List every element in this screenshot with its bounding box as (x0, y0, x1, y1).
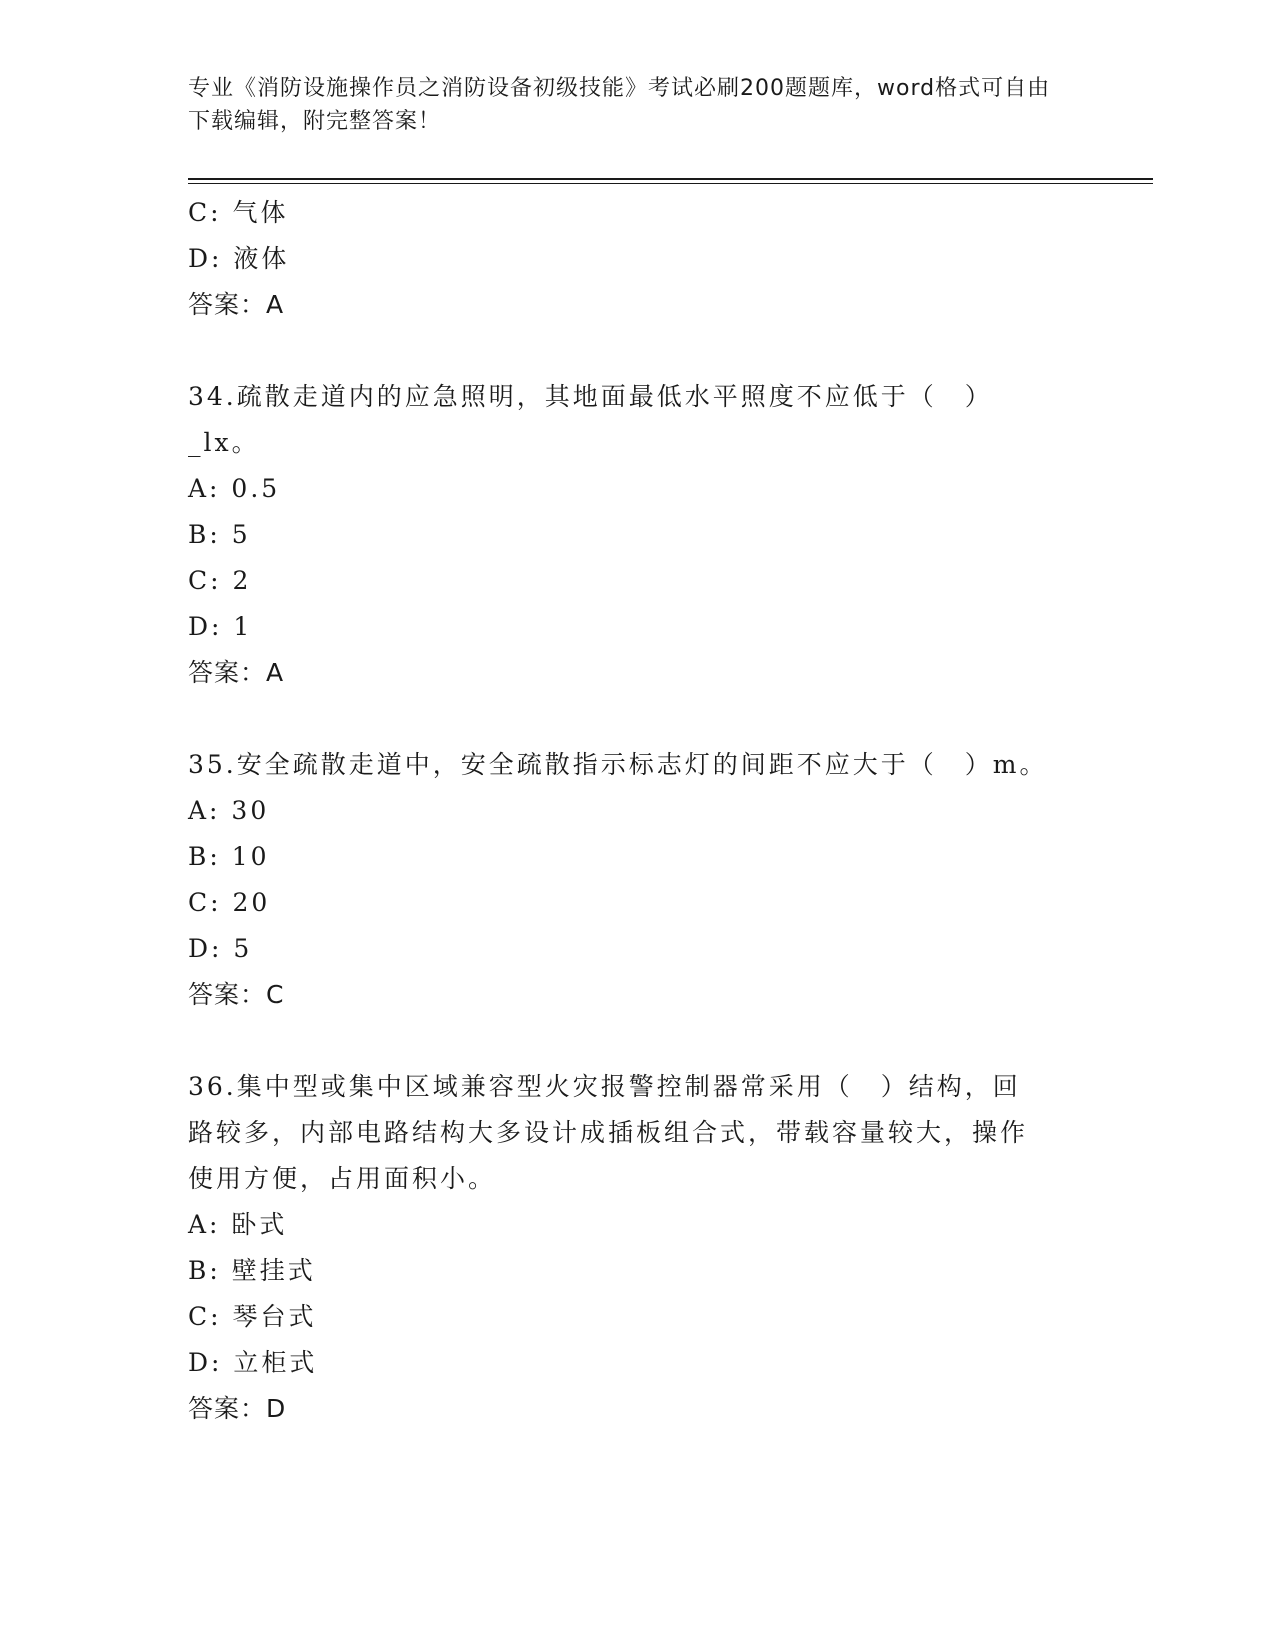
option-d: D: 1 (188, 612, 253, 641)
option-b: B: 10 (188, 842, 270, 871)
question-35 (188, 742, 1088, 1018)
question-text: 34.疏散走道内的应急照明，其地面最低水平照度不应低于（ ）_lx。 (188, 382, 993, 457)
header-rule-thick (188, 178, 1153, 180)
option-a: A: 0.5 (188, 474, 281, 503)
previous-question-tail (188, 190, 1088, 328)
option-d: D: 5 (188, 934, 253, 963)
option-b: B: 5 (188, 520, 251, 549)
question-text: 35.安全疏散走道中，安全疏散指示标志灯的间距不应大于（ ）m。 (188, 750, 1048, 779)
question-list (188, 190, 1088, 1432)
option-c: C: 琴台式 (188, 1302, 317, 1331)
answer-line: 答案：A (188, 658, 285, 687)
question-36 (188, 1064, 1088, 1432)
question-34 (188, 374, 1088, 696)
option-a: A: 卧式 (188, 1210, 288, 1239)
answer-line: 答案：C (188, 980, 285, 1009)
header-rule-thin (188, 183, 1153, 184)
answer-line: 答案：A (188, 290, 285, 319)
option-c: C: 气体 (188, 198, 289, 227)
option-c: C: 2 (188, 566, 252, 595)
answer-line: 答案：D (188, 1394, 287, 1423)
document-header: 专业《消防设施操作员之消防设备初级技能》考试必刷200题题库，word格式可自由下载编辑，附完整答案！ (188, 76, 1051, 134)
option-b: B: 壁挂式 (188, 1256, 316, 1285)
option-a: A: 30 (188, 796, 270, 825)
question-text: 36.集中型或集中区域兼容型火灾报警控制器常采用（ ）结构，回路较多，内部电路结构大多设计成插板组合式，带载容量较大，操作使用方便，占用面积小。 (188, 1072, 1029, 1193)
option-d: D: 立柜式 (188, 1348, 318, 1377)
option-c: C: 20 (188, 888, 271, 917)
option-d: D: 液体 (188, 244, 290, 273)
